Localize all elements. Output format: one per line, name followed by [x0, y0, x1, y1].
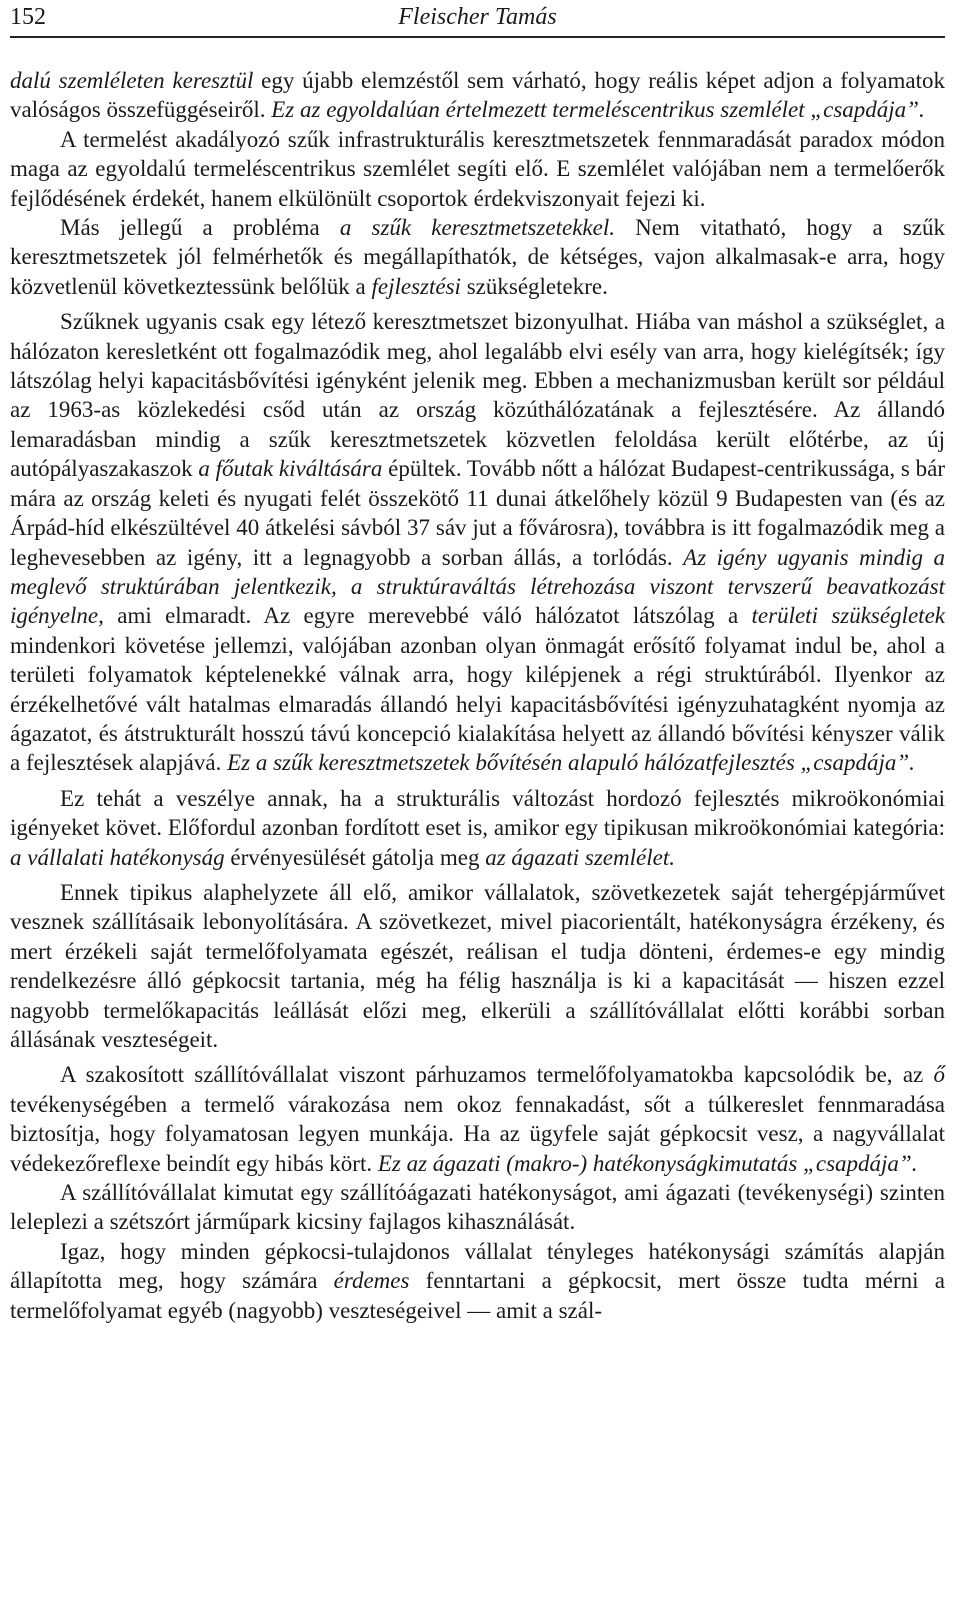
paragraph: [10, 878, 945, 1054]
text-run: tevékenységében a termelő várakozása nem okoz fennakadást, sőt a túlkereslet fennmaradása biztosítja, hogy folyamatosan legyen munkája. Ha az ügyfele saját gépkocsit vesz, a nagyvállalat védekezőreflexe beindít egy hibás kört.: [10, 1091, 945, 1176]
text-run: fenntartani a gépkocsit, mert össze tudta mérni a termelőfolyamat egyéb (nagyobb) veszteségeivel — amit a szál-: [10, 1268, 945, 1323]
italic-text-run: Az igény ugyanis mindig a meglevő struktúrában jelentkezik, a struktúraváltás létrehozása viszont tervszerű beavatkozást igényelne,: [10, 544, 945, 629]
text-run: egy újabb elemzéstől sem várható, hogy reális képet adjon a folyamatok valóságos összefüggéseiről.: [10, 68, 946, 123]
header-rule: [10, 36, 945, 38]
text-run: Ez tehát a veszélye annak, ha a strukturális változást hordozó fejlesztés mikroökonómiai igényeket követ. Előfordul azonban fordított eset is, amikor egy tipikusan mikroökonómiai kategória:: [10, 785, 945, 841]
italic-text-run: a szűk keresztmetszetekkel.: [339, 215, 615, 241]
text-run: mindenkori követése jellemzi, valójában azonban olyan önmagát erősítő folyamat indul be, ahol a területi folyamatok képtelenekké válnak arra, hogy kilépjenek a régi struktúrából. Ilyenkor az érzékelhetővé vált hatalmas elmaradás állandó helyi kapacitásbővítési igényzuhatagként nyomja az ágazatot, és átstrukturált hosszú távú koncepció kialakítása helyett az állandó bővítési kényszer válik a fejlesztések alapjává.: [10, 632, 945, 776]
page-number: 152: [10, 4, 46, 30]
italic-text-run: Ez az ágazati (makro-) hatékonyságkimutatás „csapdája”.: [377, 1150, 918, 1176]
italic-text-run: dalú szemléleten keresztül: [10, 68, 254, 93]
paragraph: [10, 213, 945, 301]
text-run: Ennek tipikus alaphelyzete áll elő, amikor vállalatok, szövetkezetek saját tehergépjárművet vesznek szállításaik lebonyolítására. A szövetkezet, mivel piacorientált, hatékonyságra érzékeny, és mert érzékeli saját termelőfolyamata egészét, reálisan el tudja dönteni, érdemes-e egy mindig rendelkezésre álló gépkocsit tartania, még ha félig használja is ki a kapacitását — hiszen ezzel nagyobb termelőkapacitás leállását előzi meg, elkerüli a szállítóvállalat előtti korábbi sorban állásának veszteségeit.: [10, 879, 945, 1052]
running-head: Fleischer Tamás: [398, 4, 557, 30]
text-run: Igaz, hogy minden gépkocsi-tulajdonos vállalat tényleges hatékonysági számítás alapján állapította meg, hogy számára: [10, 1238, 945, 1294]
italic-text-run: területi szükségletek: [751, 603, 945, 629]
italic-text-run: Ez a szűk keresztmetszetek bővítésén alapuló hálózatfejlesztés „csapdája”.: [227, 750, 915, 776]
text-run: ami elmaradt. Az egyre merevebbé váló hálózatot látszólag a: [103, 603, 752, 629]
italic-text-run: a főutak kiváltására: [198, 456, 383, 482]
paragraph: [10, 125, 945, 213]
paragraph: [10, 307, 945, 778]
italic-text-run: Ez az egyoldalúan értelmezett termeléscentrikus szemlélet „csapdája”.: [271, 97, 925, 123]
italic-text-run: ő: [933, 1062, 945, 1088]
text-run: A szakosított szállítóvállalat viszont párhuzamos termelőfolyamatokba kapcsolódik be, az: [60, 1062, 934, 1088]
italic-text-run: az ágazati szemlélet.: [485, 844, 675, 870]
text-run: Más jellegű a probléma: [60, 215, 340, 241]
paragraph: [10, 1237, 945, 1325]
document-page: [10, 0, 945, 1325]
text-run: A termelést akadályozó szűk infrastrukturális keresztmetszetek fennmaradását paradox módon maga az egyoldalú termeléscentrikus szemlélet segíti elő. E szemlélet valójában nem a termelőerők fejlődésének érdekét, hanem elkülönült csoportok érdekviszonyait fejezi ki.: [10, 126, 945, 211]
text-run: szükségletekre.: [460, 273, 608, 299]
italic-text-run: a vállalati hatékonyság: [10, 844, 225, 870]
paragraph: [10, 1060, 945, 1178]
italic-text-run: fejlesztési: [371, 273, 461, 299]
text-run: Nem vitatható, hogy a szűk keresztmetszetek jól felmérhetők és megállapíthatók, de kétséges, vajon alkalmasak-e arra, hogy közvetlenül következtessünk belőlük a: [10, 215, 946, 299]
text-run: épültek. Tovább nőtt a hálózat Budapest-centrikussága, s bár mára az ország keleti és nyugati felét összekötő 11 dunai átkelőhely közül 9 Budapesten van (és az Árpád-híd elkészültével 40 átkelési sávból 37 sáv jut a fővárosra), továbbra is itt fogalmazódik meg a leghevesebben az igény, itt a legnagyobb a sorban állás, a torlódás.: [10, 456, 945, 570]
paragraph: [10, 66, 945, 125]
paragraph: [10, 784, 945, 872]
paragraph: [10, 1178, 945, 1237]
text-run: A szállítóvállalat kimutat egy szállítóágazati hatékonyságot, ami ágazati (tevékenységi) szinten leleplezi a szétszórt járműpark kicsiny fajlagos kihasználását.: [10, 1180, 945, 1235]
text-run: érvényesülését gátolja meg: [224, 844, 486, 870]
text-run: Szűknek ugyanis csak egy létező keresztmetszet bizonyulhat. Hiába van máshol a szükséglet, a hálózaton keresletként ott fogalmazódik meg, ahol legalább elvi esély van arra, hogy kielégítsék; így látszólag helyi kapacitásbővítési igényként jelenik meg. Ebben a mechanizmusban került sor például az 1963-as közlekedési csőd után az ország közúthálózatának a fejlesztésére. Az állandó lemaradásban mindig a szűk keresztmetszetek közvetlen feloldása került előtérbe, az új autópályaszakaszok: [10, 309, 945, 482]
page-header: [10, 2, 945, 36]
italic-text-run: érdemes: [333, 1268, 410, 1294]
body-text: [10, 66, 945, 1325]
